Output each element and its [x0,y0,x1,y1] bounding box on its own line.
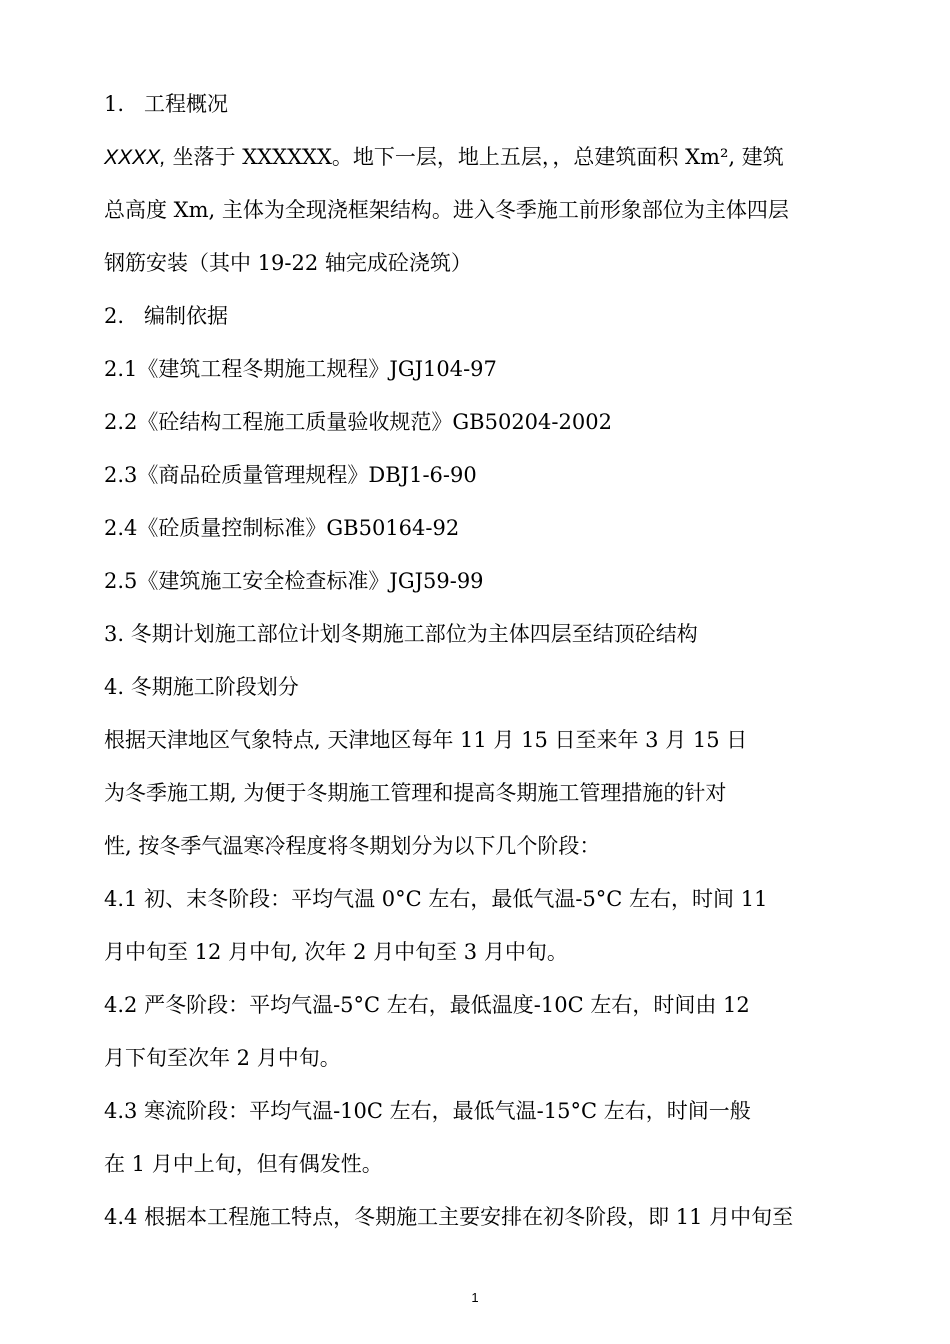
reference-item: 2.2《砼结构工程施工质量验收规范》GB50204-2002 [104,410,612,434]
stage-item-4-4: 4.4 根据本工程施工特点，冬期施工主要安排在初冬阶段，即 11 月中旬至 [104,1205,794,1229]
section-number: 2. [104,304,125,328]
section-heading-3: 3. 冬期计划施工部位计划冬期施工部位为主体四层至结顶砼结构 [104,622,698,646]
paragraph-line: 钢筋安装（其中 19-22 轴完成砼浇筑） [104,251,472,275]
reference-item: 2.5《建筑施工安全检查标准》JGJ59-99 [104,569,484,593]
paragraph-line [104,142,784,173]
section-heading-1 [104,89,228,119]
section-heading-4: 4. 冬期施工阶段划分 [104,675,299,699]
paragraph-line: 性, 按冬季气温寒冷程度将冬期划分为以下几个阶段： [104,834,601,858]
project-name: XXXX, [104,146,166,169]
section-title: 编制依据 [144,304,228,328]
reference-item: 2.4《砼质量控制标准》GB50164-92 [104,516,460,540]
section-number: 1. [104,92,125,116]
reference-item: 2.1《建筑工程冬期施工规程》JGJ104-97 [104,357,497,381]
stage-item-4-3-cont: 在 1 月中上旬，但有偶发性。 [104,1152,383,1176]
page-number: 1 [471,1290,479,1305]
section-title: 工程概况 [144,92,228,116]
paragraph-line: 根据天津地区气象特点, 天津地区每年 11 月 15 日至来年 3 月 15 日 [104,728,748,752]
stage-item-4-1-cont: 月中旬至 12 月中旬, 次年 2 月中旬至 3 月中旬。 [104,940,568,964]
paragraph-text: 坐落于 XXXXXX。地下一层，地上五层，，总建筑面积 Xm², 建筑 [165,145,784,169]
stage-item-4-2: 4.2 严冬阶段：平均气温-5°C 左右，最低温度-10C 左右，时间由 12 [104,993,750,1017]
stage-item-4-3: 4.3 寒流阶段：平均气温-10C 左右，最低气温-15°C 左右，时间一般 [104,1099,751,1123]
stage-item-4-2-cont: 月下旬至次年 2 月中旬。 [104,1046,341,1070]
paragraph-line: 为冬季施工期, 为便于冬期施工管理和提高冬期施工管理措施的针对 [104,781,727,805]
paragraph-line: 总高度 Xm, 主体为全现浇框架结构。进入冬季施工前形象部位为主体四层 [104,198,789,222]
stage-item-4-1: 4.1 初、末冬阶段：平均气温 0°C 左右，最低气温-5°C 左右，时间 11 [104,887,768,911]
reference-item: 2.3《商品砼质量管理规程》DBJ1-6-90 [104,463,477,487]
section-heading-2 [104,301,228,331]
